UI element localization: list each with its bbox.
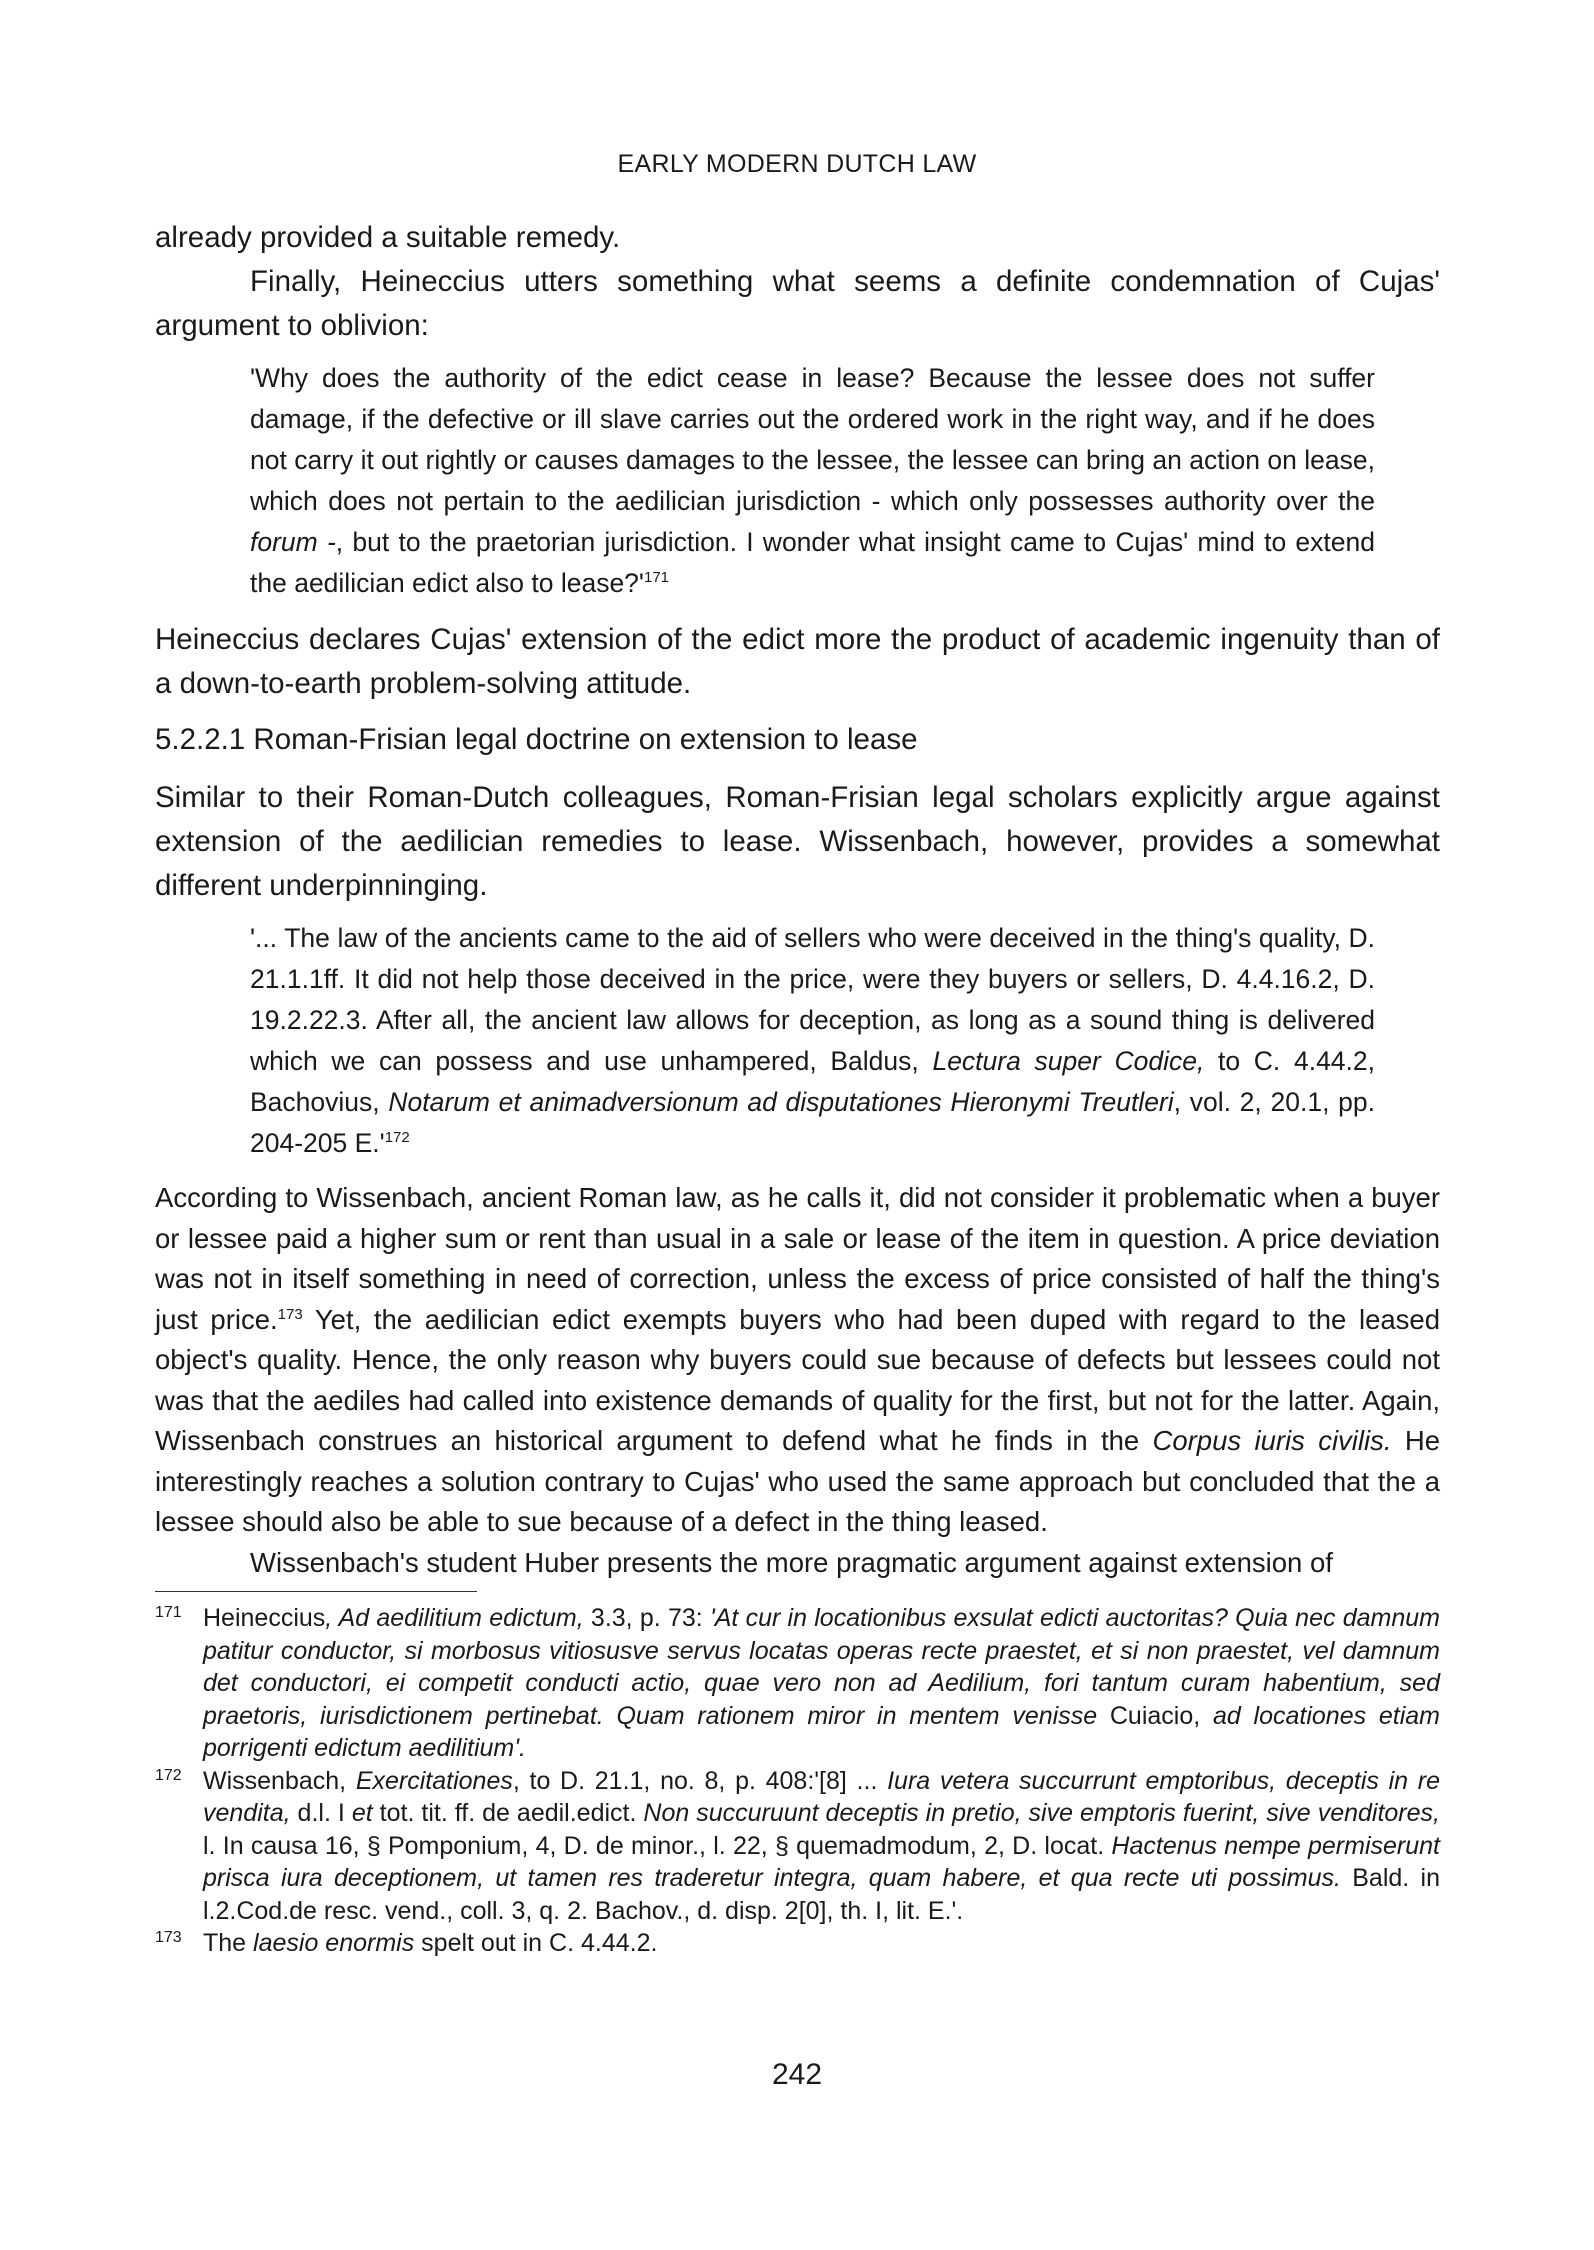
paragraph-text: According to Wissenbach, ancient Roman law, as he calls it, did not consider it problematic when a buyer or lessee paid a higher sum or rent than usual in a sale or lease of the item in question. A price deviation was not in itself something in need of correction, unless the excess of price consisted of half the thing's just price. <box>155 1182 1440 1335</box>
footnote-italic: Iura vetera succurrunt emptoribus, deceptis in re vendita, <box>203 1766 1440 1827</box>
quote-italic-lectura: Lectura super Codice, <box>932 1046 1205 1076</box>
footnote-italic: Hactenus nempe permiserunt prisca iura deceptionem, ut tamen res traderetur integra, quam habere, et qua recte uti possimus. <box>203 1831 1440 1892</box>
footnote-text: 3.3, p. 73: <box>583 1604 710 1632</box>
paragraph-huber: Wissenbach's student Huber presents the more pragmatic argument against extension of <box>250 1546 1333 1578</box>
footnote-text: Wissenbach, <box>203 1766 356 1795</box>
quote-italic-notarum: Notarum et animadversionum ad disputationes Hieronymi Treutleri <box>388 1087 1174 1117</box>
footnote-173 <box>155 1927 1440 1960</box>
footnote-italic-title: Exercitationes <box>355 1766 513 1795</box>
main-text <box>155 216 1440 1960</box>
footnote-number: 171 <box>155 1604 182 1621</box>
footnote-172 <box>155 1765 1440 1928</box>
paragraph-text: He interestingly reaches a solution contrary to Cujas' who used the same approach but concluded that the a lessee should also be able to sue because of a defect in the thing leased. <box>155 1425 1440 1537</box>
running-header: EARLY MODERN DUTCH LAW <box>617 150 977 178</box>
paragraph-roman-frisian: Similar to their Roman-Dutch colleagues, Roman-Frisian legal scholars explicitly argue against extension of the aedilician remedies to lease. Wissenbach, however, provides a somewhat different underpinninging. <box>155 781 1440 902</box>
footnote-italic: et <box>351 1799 373 1827</box>
quote-text: '... The law of the ancients came to the aid of sellers who were deceived in the thing's quality, D. 21.1.1ff. It did not help those deceived in the price, were they buyers or sellers, D. 4.4.16.2, D. 19.2.22.3. After all, the ancient law allows for deception, as long as a sound thing is delivered which we can possess and use unhampered, Baldus, <box>250 923 1375 1076</box>
section-heading: 5.2.2.1 Roman-Frisian legal doctrine on extension to lease <box>155 723 918 756</box>
paragraph-text: Yet, the aedilician edict exempts buyers who had been duped with regard to the leased object's quality. Hence, the only reason why buyers could sue because of defects but lessees could not was that the aediles had called into existence demands of quality for the first, but not for the latter. Again, Wissenbach construes an historical argument to defend what he finds in the <box>155 1303 1440 1456</box>
footnote-text: Cuiacio, <box>1097 1701 1213 1730</box>
footnote-ref-171[interactable]: 171 <box>643 569 670 587</box>
quote-text: 'Why does the authority of the edict cease in lease? Because the lessee does not suffer damage, if the defective or ill slave carries out the ordered work in the right way, and if he does not carry it out rightly or causes damages to the lessee, the lessee can bring an action on lease, which does not pertain to the aedilician jurisdiction - which only possesses authority over the <box>250 363 1375 516</box>
footnote-ref-173[interactable]: 173 <box>277 1305 303 1323</box>
paragraph-heineccius-intro: Finally, Heineccius utters something what seems a definite condemnation of Cujas' argument to oblivion: <box>155 265 1440 342</box>
page-number: 242 <box>771 2058 823 2091</box>
footnote-italic-title: , Ad aedilitium edictum, <box>325 1604 584 1632</box>
footnote-number: 172 <box>155 1766 182 1784</box>
footnote-italic-latin-end: ad locationes etiam porrigenti edictum aedilitium'. <box>203 1701 1441 1762</box>
quote-text-end: , but to the praetorian jurisdiction. I wonder what insight came to Cujas' mind to extend the aedilician edict also to lease?' <box>250 527 1375 598</box>
footnote-text: Heineccius <box>203 1604 326 1632</box>
paragraph-heineccius-conclusion: Heineccius declares Cujas' extension of the edict more the product of academic ingenuity than of a down-to-earth problem-solving attitude. <box>155 623 1440 700</box>
footnote-text: The <box>203 1929 254 1957</box>
paragraph-continuation: already provided a suitable remedy. <box>155 221 621 254</box>
quote-italic-forum: forum - <box>250 527 336 557</box>
footnote-ref-172[interactable]: 172 <box>384 1129 410 1147</box>
footnote-text: d.l. I <box>290 1799 352 1827</box>
footnote-separator <box>155 1591 477 1592</box>
footnote-number: 173 <box>155 1929 182 1946</box>
quote-text-end: , vol. 2, 20.1, pp. 204-205 E.' <box>250 1087 1375 1158</box>
quote-text-mid: to C. 4.44.2, Bachovius, <box>250 1046 1376 1117</box>
footnote-text: tot. tit. ff. de aedil.edict. <box>372 1799 644 1827</box>
footnote-171 <box>155 1602 1440 1765</box>
block-quote-wissenbach <box>250 918 1375 1164</box>
footnote-italic-latin: 'At cur in locationibus exsulat edicti auctoritas? Quia nec damnum patitur conductor, si morbosus vitiosusve servus locatas operas recte praestet, et si non praestet, vel damnum det conductori, ei competit conducti actio, quae vero non ad Aedilium, fori tantum curam habentium, sed praetoris, iurisdictionem pertinebat. Quam rationem miror in mentem venisse <box>203 1604 1440 1730</box>
footnote-italic: Non succuruunt deceptis in pretio, sive emptoris fuerint, sive venditores, <box>643 1799 1440 1827</box>
footnote-text: spelt out in C. 4.44.2. <box>414 1929 658 1957</box>
footnote-text: l. In causa 16, § Pomponium, 4, D. de minor., l. 22, § quemadmodum, 2, D. locat. <box>203 1831 1112 1860</box>
block-quote-heineccius <box>250 358 1375 604</box>
footnote-text: , to D. 21.1, no. 8, p. 408:'[8] ... <box>512 1766 888 1795</box>
paragraph-wissenbach-analysis <box>155 1178 1440 1543</box>
footnote-text: Bald. in l.2.Cod.de resc. vend., coll. 3, q. 2. Bachov., d. disp. 2[0], th. I, lit. E.'. <box>203 1864 1440 1925</box>
italic-corpus: Corpus iuris civilis. <box>1152 1425 1392 1456</box>
footnote-italic: laesio enormis <box>253 1929 415 1957</box>
